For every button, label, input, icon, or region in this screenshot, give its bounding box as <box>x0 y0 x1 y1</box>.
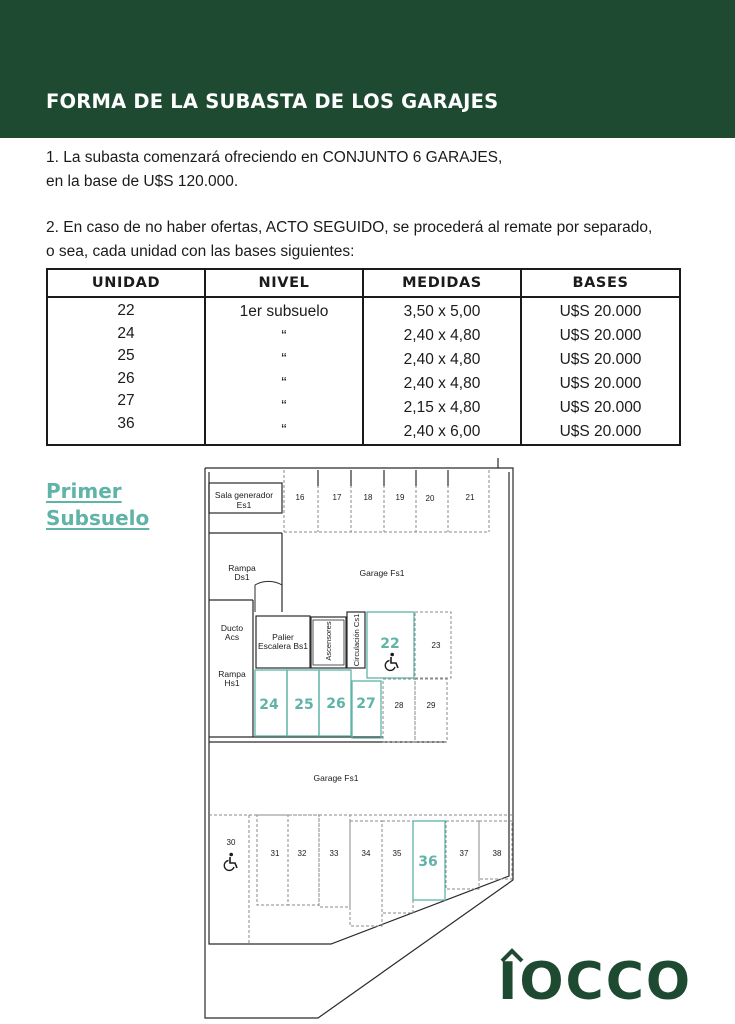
stall-number-highlighted: 36 <box>418 854 438 870</box>
paragraph-conjunto-line1: 1. La subasta comenzará ofreciendo en CONJUNTO 6 GARAJES, <box>46 149 503 166</box>
stall-number: 28 <box>394 701 404 710</box>
palier-label: Palier <box>272 632 294 642</box>
stall-number: 17 <box>332 493 342 502</box>
medidas-cell: 2,40 x 4,80 <box>403 327 481 344</box>
stall-number: 33 <box>329 849 339 858</box>
ducto-label: Ducto <box>220 623 244 633</box>
page-title: FORMA DE LA SUBASTA DE LOS GARAJES <box>46 90 499 113</box>
stall-number: 18 <box>363 493 373 502</box>
medidas-cell: 2,15 x 4,80 <box>403 399 481 416</box>
nivel-cell: “ <box>281 351 287 369</box>
stall-number-highlighted: 25 <box>294 697 314 713</box>
stalls-highlighted <box>255 612 414 738</box>
stalls-middle <box>383 612 451 742</box>
stall-number-highlighted: 27 <box>356 696 376 712</box>
rampa-hs-code: Hs1 <box>224 678 240 688</box>
stalls-bottom <box>209 815 512 944</box>
unidad-cell: 25 <box>117 347 135 364</box>
nivel-cell: “ <box>281 398 287 416</box>
stall-number: 30 <box>226 838 236 847</box>
logo-text: IOCCO <box>498 952 693 1012</box>
unidad-cell: 26 <box>117 369 135 387</box>
stall-pillars <box>318 470 448 486</box>
rampa-ds-code: Ds1 <box>234 572 250 582</box>
nivel-cell: “ <box>281 327 287 345</box>
wheelchair-icon <box>224 853 237 871</box>
stall-number-highlighted: 22 <box>380 636 400 652</box>
header-medidas: MEDIDAS <box>363 269 521 297</box>
iocco-logo <box>498 948 718 1012</box>
nivel-cell: “ <box>281 374 287 392</box>
ascensores-label: Ascensores <box>324 621 333 661</box>
garage-bottom-label: Garage Fs1 <box>313 773 359 783</box>
stall-number-highlighted: 26 <box>326 696 346 712</box>
header-nivel: NIVEL <box>205 269 363 297</box>
plan-title-line2: Subsuelo <box>46 506 150 530</box>
stall-number: 34 <box>361 849 371 858</box>
circulacion-label: Circulación Cs1 <box>352 613 361 667</box>
stall-number: 16 <box>295 493 305 502</box>
stall-number: 19 <box>395 493 405 502</box>
stalls-top <box>284 470 489 532</box>
bases-cell: U$S 20.000 <box>559 399 642 416</box>
wheelchair-icon <box>385 653 398 671</box>
stall-number: 35 <box>392 849 402 858</box>
unidad-cell: 36 <box>117 414 135 432</box>
stall-number: 23 <box>431 641 441 650</box>
rampa-hs-label: Rampa <box>218 669 246 679</box>
stall-number: 21 <box>465 493 475 502</box>
medidas-cell: 2,40 x 4,80 <box>403 375 481 392</box>
stall-number: 38 <box>492 849 502 858</box>
nivel-cell: “ <box>281 421 287 439</box>
sala-generador-code: Es1 <box>236 500 252 510</box>
header-unidad: UNIDAD <box>47 269 205 297</box>
medidas-cell: 2,40 x 6,00 <box>403 423 481 440</box>
paragraph-separado-line1: 2. En caso de no haber ofertas, ACTO SEGUIDO, se procederá al remate por separado, <box>46 219 653 236</box>
medidas-cell: 3,50 x 5,00 <box>403 303 481 320</box>
bases-cell: U$S 20.000 <box>559 423 642 440</box>
paragraph-separado-line2: o sea, cada unidad con las bases siguientes: <box>46 243 355 260</box>
medidas-cell: 2,40 x 4,80 <box>403 351 481 368</box>
stall-number: 32 <box>297 849 307 858</box>
stall-number: 37 <box>459 849 469 858</box>
unidad-cell: 24 <box>117 324 135 342</box>
unidad-cell: 22 <box>117 302 135 319</box>
stall-number: 29 <box>426 701 436 710</box>
plan-title-line1: Primer <box>46 479 122 503</box>
ducto-code: Acs <box>224 632 240 642</box>
paragraph-conjunto-line2: en la base de U$S 120.000. <box>46 173 239 190</box>
header-bases: BASES <box>521 269 680 297</box>
stall-number: 20 <box>425 494 435 503</box>
palier-code: Escalera Bs1 <box>257 641 309 651</box>
nivel-cell: 1er subsuelo <box>239 303 329 320</box>
bases-cell: U$S 20.000 <box>559 351 642 368</box>
sala-generador-label: Sala generador <box>214 490 274 500</box>
unidad-cell: 27 <box>117 392 135 409</box>
stall-number: 31 <box>270 849 280 858</box>
garage-top-label: Garage Fs1 <box>359 568 405 578</box>
rampa-ds-label: Rampa <box>228 563 256 573</box>
bases-cell: U$S 20.000 <box>559 375 642 392</box>
bases-cell: U$S 20.000 <box>559 303 642 320</box>
bases-cell: U$S 20.000 <box>559 327 642 344</box>
stall-number-highlighted: 24 <box>259 697 279 713</box>
